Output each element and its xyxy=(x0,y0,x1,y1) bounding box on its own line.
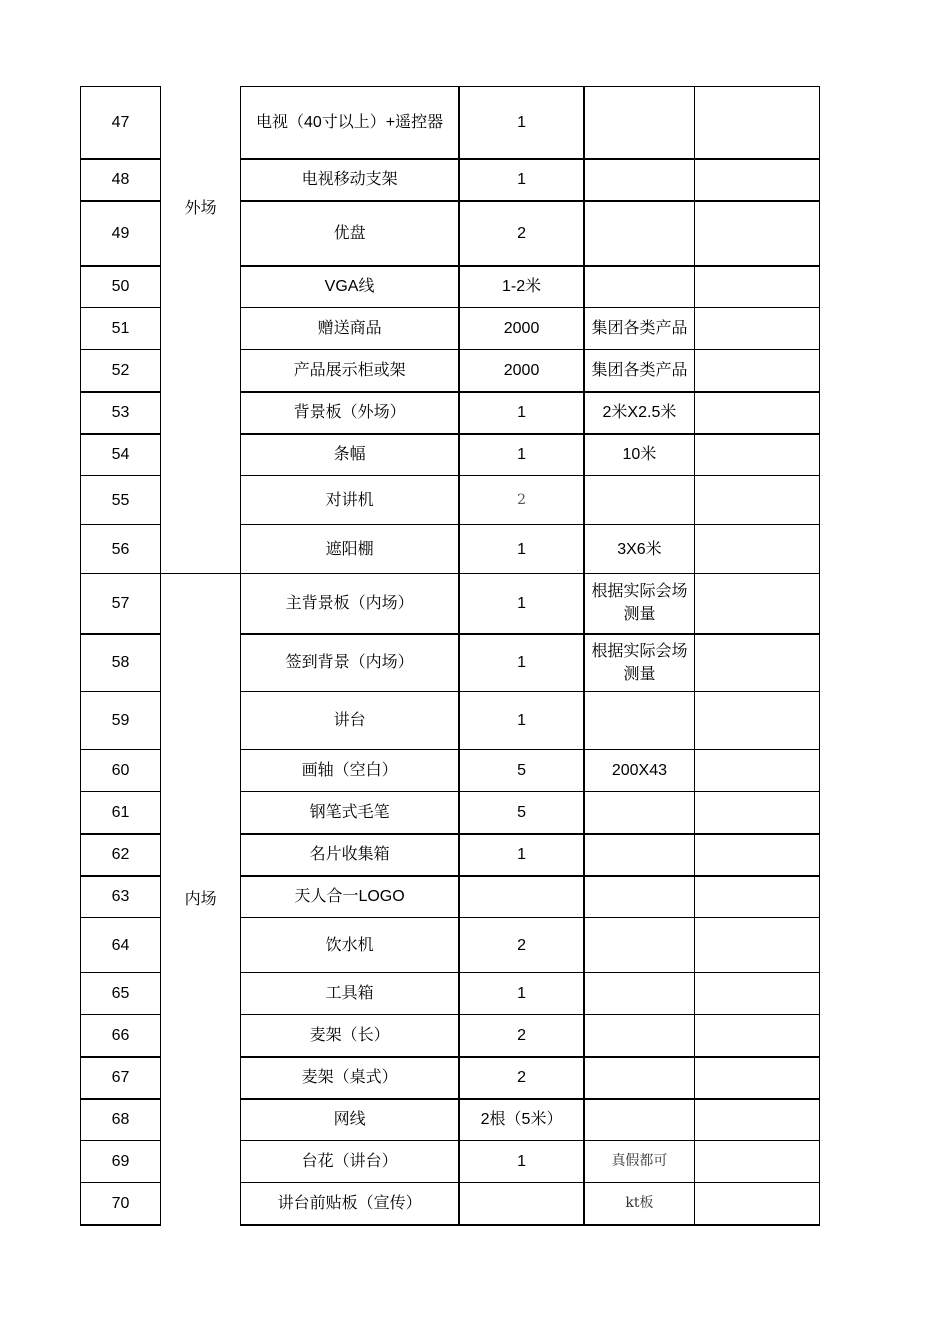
item-quantity: 1 xyxy=(459,159,584,201)
empty-cell xyxy=(694,692,819,750)
item-quantity: 1 xyxy=(459,434,584,476)
row-number: 64 xyxy=(81,918,161,973)
row-number: 68 xyxy=(81,1099,161,1141)
item-quantity: 1 xyxy=(459,87,584,159)
item-quantity: 2 xyxy=(459,918,584,973)
empty-cell xyxy=(694,574,819,634)
item-note: 200X43 xyxy=(584,750,694,792)
item-name: 台花（讲台） xyxy=(241,1141,459,1183)
item-name: 网线 xyxy=(241,1099,459,1141)
empty-cell xyxy=(694,525,819,574)
item-note: kt板 xyxy=(584,1183,694,1225)
item-name: 电视移动支架 xyxy=(241,159,459,201)
row-number: 47 xyxy=(81,87,161,159)
item-name: 背景板（外场） xyxy=(241,392,459,434)
row-number: 52 xyxy=(81,350,161,392)
item-note xyxy=(584,1057,694,1099)
empty-cell xyxy=(694,1183,819,1225)
row-number: 50 xyxy=(81,266,161,308)
row-number: 69 xyxy=(81,1141,161,1183)
item-quantity: 2000 xyxy=(459,350,584,392)
item-name: 产品展示柜或架 xyxy=(241,350,459,392)
item-quantity: 1 xyxy=(459,525,584,574)
item-note: 真假都可 xyxy=(584,1141,694,1183)
row-number: 65 xyxy=(81,973,161,1015)
row-number: 53 xyxy=(81,392,161,434)
item-note: 根据实际会场测量 xyxy=(584,574,694,634)
item-note xyxy=(584,876,694,918)
item-name: 电视（40寸以上）+遥控器 xyxy=(241,87,459,159)
item-name: 讲台前贴板（宣传） xyxy=(241,1183,459,1225)
item-note: 根据实际会场测量 xyxy=(584,634,694,692)
empty-cell xyxy=(694,973,819,1015)
item-note xyxy=(584,1015,694,1057)
item-quantity: 2根（5米） xyxy=(459,1099,584,1141)
item-name: 麦架（桌式） xyxy=(241,1057,459,1099)
area-label-outdoor: 外场 xyxy=(161,87,241,574)
row-number: 48 xyxy=(81,159,161,201)
row-number: 61 xyxy=(81,792,161,834)
item-quantity: 1 xyxy=(459,634,584,692)
item-note: 集团各类产品 xyxy=(584,350,694,392)
row-number: 56 xyxy=(81,525,161,574)
item-note xyxy=(584,266,694,308)
empty-cell xyxy=(694,792,819,834)
item-name: 名片收集箱 xyxy=(241,834,459,876)
item-quantity: 1 xyxy=(459,392,584,434)
item-quantity: 1 xyxy=(459,574,584,634)
empty-cell xyxy=(694,1141,819,1183)
empty-cell xyxy=(694,350,819,392)
item-name: 遮阳棚 xyxy=(241,525,459,574)
row-number: 55 xyxy=(81,476,161,525)
item-quantity: 5 xyxy=(459,792,584,834)
area-label-indoor: 内场 xyxy=(161,574,241,1225)
item-quantity xyxy=(459,1183,584,1225)
item-quantity: 1 xyxy=(459,973,584,1015)
row-number: 62 xyxy=(81,834,161,876)
table-row xyxy=(81,574,820,634)
item-note: 10米 xyxy=(584,434,694,476)
item-note xyxy=(584,918,694,973)
empty-cell xyxy=(694,834,819,876)
item-quantity xyxy=(459,876,584,918)
item-quantity: 2 xyxy=(459,476,584,525)
item-note xyxy=(584,834,694,876)
empty-cell xyxy=(694,1057,819,1099)
item-name: 麦架（长） xyxy=(241,1015,459,1057)
item-quantity: 2000 xyxy=(459,308,584,350)
item-quantity: 1 xyxy=(459,834,584,876)
row-number: 67 xyxy=(81,1057,161,1099)
item-name: 钢笔式毛笔 xyxy=(241,792,459,834)
item-note: 2米X2.5米 xyxy=(584,392,694,434)
item-name: 饮水机 xyxy=(241,918,459,973)
item-quantity: 5 xyxy=(459,750,584,792)
row-number: 63 xyxy=(81,876,161,918)
empty-cell xyxy=(694,87,819,159)
item-quantity: 2 xyxy=(459,1015,584,1057)
item-note xyxy=(584,973,694,1015)
item-quantity: 2 xyxy=(459,1057,584,1099)
item-name: 画轴（空白） xyxy=(241,750,459,792)
empty-cell xyxy=(694,1015,819,1057)
item-name: 优盘 xyxy=(241,201,459,266)
empty-cell xyxy=(694,1099,819,1141)
empty-cell xyxy=(694,392,819,434)
empty-cell xyxy=(694,918,819,973)
item-note: 3X6米 xyxy=(584,525,694,574)
row-number: 60 xyxy=(81,750,161,792)
item-name: VGA线 xyxy=(241,266,459,308)
item-name: 主背景板（内场） xyxy=(241,574,459,634)
row-number: 51 xyxy=(81,308,161,350)
item-quantity: 2 xyxy=(459,201,584,266)
empty-cell xyxy=(694,266,819,308)
empty-cell xyxy=(694,308,819,350)
item-name: 条幅 xyxy=(241,434,459,476)
item-name: 讲台 xyxy=(241,692,459,750)
item-name: 签到背景（内场） xyxy=(241,634,459,692)
table-row xyxy=(81,87,820,159)
item-name: 天人合一LOGO xyxy=(241,876,459,918)
equipment-table xyxy=(80,86,820,1226)
item-note: 集团各类产品 xyxy=(584,308,694,350)
empty-cell xyxy=(694,634,819,692)
item-quantity: 1 xyxy=(459,692,584,750)
empty-cell xyxy=(694,750,819,792)
item-name: 对讲机 xyxy=(241,476,459,525)
item-note xyxy=(584,792,694,834)
item-quantity: 1-2米 xyxy=(459,266,584,308)
empty-cell xyxy=(694,159,819,201)
item-name: 工具箱 xyxy=(241,973,459,1015)
item-note xyxy=(584,159,694,201)
empty-cell xyxy=(694,434,819,476)
item-note xyxy=(584,201,694,266)
row-number: 70 xyxy=(81,1183,161,1225)
item-quantity: 1 xyxy=(459,1141,584,1183)
row-number: 59 xyxy=(81,692,161,750)
item-note xyxy=(584,1099,694,1141)
row-number: 66 xyxy=(81,1015,161,1057)
row-number: 49 xyxy=(81,201,161,266)
item-note xyxy=(584,692,694,750)
equipment-list-sheet xyxy=(80,86,820,1226)
item-name: 赠送商品 xyxy=(241,308,459,350)
empty-cell xyxy=(694,201,819,266)
item-note xyxy=(584,87,694,159)
empty-cell xyxy=(694,876,819,918)
row-number: 57 xyxy=(81,574,161,634)
row-number: 54 xyxy=(81,434,161,476)
item-note xyxy=(584,476,694,525)
row-number: 58 xyxy=(81,634,161,692)
empty-cell xyxy=(694,476,819,525)
